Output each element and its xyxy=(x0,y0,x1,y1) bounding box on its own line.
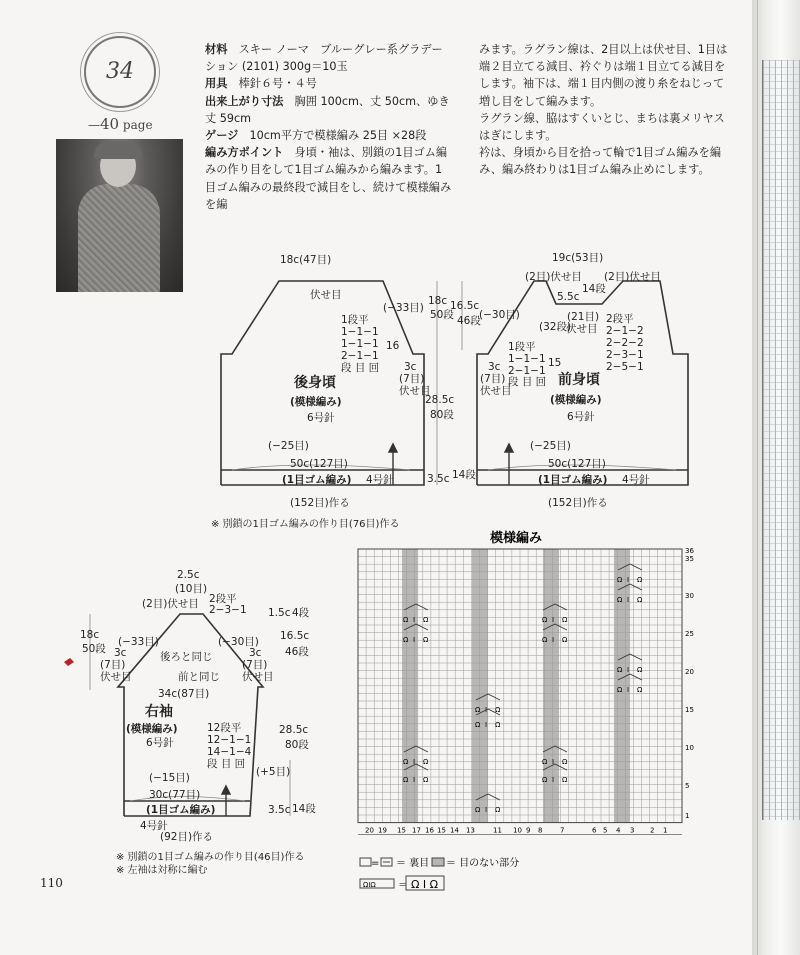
svg-text:12段平: 12段平 xyxy=(207,722,242,734)
chart-row-number: 35 xyxy=(685,555,694,563)
chart-col-number: 8 xyxy=(538,826,543,835)
sleeve-note-2: ※ 左袖は対称に編む xyxy=(116,865,208,876)
chart-row-number: 25 xyxy=(685,630,694,638)
svg-text:12−1−1: 12−1−1 xyxy=(207,734,252,746)
svg-text:6号針: 6号針 xyxy=(307,412,335,424)
svg-text:Ω: Ω xyxy=(403,776,409,784)
svg-text:Ω: Ω xyxy=(542,616,548,624)
svg-text:(7目): (7目) xyxy=(480,373,506,385)
svg-text:15: 15 xyxy=(548,357,562,369)
chart-row-number: 1 xyxy=(685,812,690,820)
sleeve-width: 34c(87目) xyxy=(158,688,210,700)
chart-col-number: 9 xyxy=(526,826,531,835)
svg-text:Ω: Ω xyxy=(617,686,623,694)
svg-text:Ω: Ω xyxy=(637,686,643,694)
svg-text:Ω: Ω xyxy=(495,721,501,729)
page-number: 110 xyxy=(40,876,63,890)
chart-col-number: 4 xyxy=(616,826,621,835)
svg-text:5.5c: 5.5c xyxy=(557,291,580,303)
svg-text:(21目): (21目) xyxy=(567,311,600,323)
svg-text:後ろと同じ: 後ろと同じ xyxy=(160,651,213,663)
front-top-width: 19c(53目) xyxy=(552,252,604,264)
svg-text:3.5c: 3.5c xyxy=(268,804,291,816)
svg-text:2段平: 2段平 xyxy=(209,593,237,605)
svg-text:(2目)伏せ目: (2目)伏せ目 xyxy=(525,271,582,283)
svg-text:Ω: Ω xyxy=(403,758,409,766)
svg-text:Ω: Ω xyxy=(403,636,409,644)
instructions-continued: みます。ラグラン線は、2目以上は伏せ目、1目は端２目立てる減目、衿ぐりは端１目立てる減目をします。袖下は、端１目内側の渡り糸をねじって増し目をして編みます。 ラグラン線、脇はすくいとじ、まちは裏メリヤスはぎにします。 衿は、身頃から目を拾って輪で1目ゴム編みを編み、編み終わりは1目ゴム編み止めにします。 xyxy=(479,43,728,177)
svg-text:Ω: Ω xyxy=(562,758,568,766)
chart-col-number: 13 xyxy=(466,826,475,835)
svg-text:(152目)作る: (152目)作る xyxy=(290,497,350,509)
chart-col-number: 17 xyxy=(412,826,421,835)
chart-col-number: 11 xyxy=(493,826,502,835)
svg-text:I: I xyxy=(627,596,630,604)
svg-text:3c: 3c xyxy=(488,361,501,373)
svg-text:80段: 80段 xyxy=(430,409,454,421)
svg-text:1−1−1: 1−1−1 xyxy=(508,353,546,365)
svg-text:16: 16 xyxy=(386,340,400,352)
chart-col-number: 7 xyxy=(560,826,565,835)
svg-text:Ω: Ω xyxy=(542,758,548,766)
chart-title: 模様編み xyxy=(490,531,543,546)
svg-text:28.5c: 28.5c xyxy=(425,394,455,406)
svg-text:(10目): (10目) xyxy=(175,583,208,595)
svg-text:4号針: 4号針 xyxy=(140,820,168,832)
svg-text:Ω: Ω xyxy=(423,636,429,644)
svg-text:前と同じ: 前と同じ xyxy=(178,671,220,683)
chart-col-number: 3 xyxy=(630,826,635,835)
svg-text:＝: ＝ xyxy=(398,880,408,891)
svg-text:Ω: Ω xyxy=(542,636,548,644)
svg-text:2−3−1: 2−3−1 xyxy=(209,604,247,616)
svg-text:(−30目): (−30目) xyxy=(479,309,520,321)
svg-text:50段: 50段 xyxy=(430,309,454,321)
svg-text:2−1−1: 2−1−1 xyxy=(508,365,546,377)
svg-text:18c: 18c xyxy=(428,295,448,307)
svg-text:(2目)伏せ目: (2目)伏せ目 xyxy=(604,271,661,283)
svg-text:I: I xyxy=(552,776,555,784)
svg-text:14段: 14段 xyxy=(292,803,316,815)
chart-row-number: 20 xyxy=(685,668,694,676)
svg-text:(−15目): (−15目) xyxy=(149,772,190,784)
svg-text:3c: 3c xyxy=(404,361,417,373)
chart-col-number: 20 xyxy=(365,826,374,835)
svg-text:I: I xyxy=(627,576,630,584)
sleeve-title: 右袖 xyxy=(145,704,173,720)
design-number: 34 xyxy=(106,59,134,84)
svg-text:(32段): (32段) xyxy=(539,321,572,333)
svg-text:I: I xyxy=(413,776,416,784)
svg-text:Ω: Ω xyxy=(475,721,481,729)
svg-text:14段: 14段 xyxy=(452,469,476,481)
svg-text:(模様編み): (模様編み) xyxy=(126,723,178,735)
chart-col-number: 6 xyxy=(592,826,597,835)
svg-text:I: I xyxy=(552,616,555,624)
svg-text:Ω: Ω xyxy=(475,706,481,714)
chart-col-number: 14 xyxy=(450,826,459,835)
svg-text:Ω: Ω xyxy=(617,596,623,604)
svg-text:Ω: Ω xyxy=(403,616,409,624)
svg-text:I: I xyxy=(485,806,488,814)
chart-col-number: 10 xyxy=(513,826,522,835)
svg-text:2−1−1: 2−1−1 xyxy=(341,350,379,362)
svg-text:(152目)作る: (152目)作る xyxy=(548,497,608,509)
svg-text:14−1−4: 14−1−4 xyxy=(207,746,252,758)
svg-text:伏せ目: 伏せ目 xyxy=(399,385,431,397)
svg-text:50c(127目): 50c(127目) xyxy=(548,458,606,470)
svg-text:Ω: Ω xyxy=(423,776,429,784)
back-note: ※ 別鎖の1目ゴム編みの作り目(76目)作る xyxy=(211,519,400,530)
svg-text:I: I xyxy=(413,758,416,766)
svg-text:Ω: Ω xyxy=(423,616,429,624)
svg-text:Ω: Ω xyxy=(562,616,568,624)
chart-row-number: 36 xyxy=(685,547,694,555)
svg-text:Ω: Ω xyxy=(495,806,501,814)
chart-col-number: 19 xyxy=(378,826,387,835)
svg-text:(7目): (7目) xyxy=(242,659,268,671)
svg-text:(1目ゴム編み): (1目ゴム編み) xyxy=(282,474,352,486)
svg-text:(模様編み): (模様編み) xyxy=(290,396,342,408)
pattern-chart xyxy=(358,547,694,835)
svg-text:3c: 3c xyxy=(114,647,127,659)
chart-col-number: 2 xyxy=(650,826,655,835)
svg-text:Ω I Ω: Ω I Ω xyxy=(411,878,439,891)
chart-col-number: 5 xyxy=(603,826,608,835)
svg-text:伏せ目: 伏せ目 xyxy=(566,323,598,335)
back-top-width: 18c(47目) xyxy=(280,254,332,266)
svg-text:6号針: 6号針 xyxy=(146,737,174,749)
svg-text:Ω: Ω xyxy=(495,706,501,714)
svg-text:(92目)作る: (92目)作る xyxy=(160,831,214,843)
svg-text:14段: 14段 xyxy=(582,283,606,295)
svg-text:30c(77目): 30c(77目) xyxy=(149,789,201,801)
svg-text:46段: 46段 xyxy=(285,646,309,658)
svg-text:(−33目): (−33目) xyxy=(118,636,159,648)
sleeve-note-1: ※ 別鎖の1目ゴム編みの作り目(46目)作る xyxy=(116,852,305,863)
sleeve-top: 2.5c xyxy=(177,569,200,581)
svg-text:段 目 回: 段 目 回 xyxy=(207,758,246,770)
svg-text:伏せ目: 伏せ目 xyxy=(100,671,132,683)
svg-text:(1目ゴム編み): (1目ゴム編み) xyxy=(538,474,608,486)
svg-text:1−1−1: 1−1−1 xyxy=(341,326,379,338)
svg-text:(模様編み): (模様編み) xyxy=(550,394,602,406)
svg-text:=: = xyxy=(371,858,380,869)
svg-text:段 目 回: 段 目 回 xyxy=(508,376,547,388)
svg-text:(7目): (7目) xyxy=(100,659,126,671)
svg-text:I: I xyxy=(552,758,555,766)
svg-text:＝ 裏目: ＝ 裏目 xyxy=(396,858,430,869)
svg-text:16.5c: 16.5c xyxy=(450,300,480,312)
svg-text:6号針: 6号針 xyxy=(567,411,595,423)
svg-text:2−2−2: 2−2−2 xyxy=(606,337,644,349)
svg-text:1段平: 1段平 xyxy=(341,314,369,326)
svg-text:伏せ目: 伏せ目 xyxy=(480,385,512,397)
svg-text:2−1−2: 2−1−2 xyxy=(606,325,644,337)
svg-text:伏せ目: 伏せ目 xyxy=(310,289,342,301)
svg-text:Ω: Ω xyxy=(542,776,548,784)
svg-text:(−33目): (−33目) xyxy=(383,302,424,314)
svg-text:50c(127目): 50c(127目) xyxy=(290,458,348,470)
svg-text:18c: 18c xyxy=(80,629,100,641)
chart-col-number: 1 xyxy=(663,826,668,835)
svg-text:Ω: Ω xyxy=(637,666,643,674)
svg-text:Ω: Ω xyxy=(562,636,568,644)
chart-col-number: 15 xyxy=(397,826,406,835)
svg-text:4段: 4段 xyxy=(292,607,310,619)
svg-text:ΩΙΩ: ΩΙΩ xyxy=(363,881,376,889)
svg-text:3c: 3c xyxy=(249,647,262,659)
page-reference: —40 page xyxy=(88,115,153,133)
svg-text:I: I xyxy=(413,636,416,644)
specifications: 材料 スキー ノーマ ブルーグレー系グラデーション (2101) 300g＝10玉 用具 棒針６号・４号 出来上がり寸法 胸囲 100cm、丈 50cm、ゆき丈 59cm ゲージ 10cm平方で模様編み 25目 ×28段 編み方ポイント 身頃・袖は、別鎖の1目ゴム編みの作り目をして1目ゴム編みから編みます。1目ゴム編みの最終段で減目をし、続けて模様編みを編 xyxy=(205,43,452,211)
chart-col-number: 16 xyxy=(425,826,434,835)
svg-text:I: I xyxy=(627,666,630,674)
svg-text:I: I xyxy=(485,721,488,729)
chart-row-number: 15 xyxy=(685,706,694,714)
svg-text:50段: 50段 xyxy=(82,643,106,655)
svg-text:段 目 回: 段 目 回 xyxy=(341,362,380,374)
chart-row-number: 5 xyxy=(685,782,690,790)
svg-text:Ω: Ω xyxy=(617,666,623,674)
chart-legend xyxy=(360,856,519,891)
svg-text:1.5c: 1.5c xyxy=(268,607,291,619)
svg-text:I: I xyxy=(627,686,630,694)
svg-text:2−3−1: 2−3−1 xyxy=(606,349,644,361)
red-mark xyxy=(64,658,74,666)
svg-text:I: I xyxy=(413,616,416,624)
svg-text:Ω: Ω xyxy=(475,806,481,814)
svg-text:(2目)伏せ目: (2目)伏せ目 xyxy=(142,598,199,610)
svg-text:(1目ゴム編み): (1目ゴム編み) xyxy=(146,804,216,816)
svg-text:1−1−1: 1−1−1 xyxy=(341,338,379,350)
svg-text:Ω: Ω xyxy=(617,576,623,584)
svg-text:(−30目): (−30目) xyxy=(218,636,259,648)
svg-text:2−5−1: 2−5−1 xyxy=(606,361,644,373)
svg-text:＝ 目のない部分: ＝ 目のない部分 xyxy=(446,858,520,869)
chart-col-number: 15 xyxy=(437,826,446,835)
svg-text:(−25目): (−25目) xyxy=(530,440,571,452)
svg-text:2段平: 2段平 xyxy=(606,313,634,325)
svg-text:80段: 80段 xyxy=(285,739,309,751)
svg-text:28.5c: 28.5c xyxy=(279,724,309,736)
front-title: 前身頃 xyxy=(558,372,600,388)
svg-text:(+5目): (+5目) xyxy=(256,766,291,778)
chart-row-number: 30 xyxy=(685,592,694,600)
svg-text:Ω: Ω xyxy=(562,776,568,784)
svg-text:16.5c: 16.5c xyxy=(280,630,310,642)
svg-text:Ω: Ω xyxy=(637,576,643,584)
svg-text:3.5c: 3.5c xyxy=(427,473,450,485)
svg-text:1段平: 1段平 xyxy=(508,341,536,353)
svg-text:I: I xyxy=(552,636,555,644)
back-title: 後身頃 xyxy=(294,375,336,391)
svg-text:伏せ目: 伏せ目 xyxy=(242,671,274,683)
svg-text:4号針: 4号針 xyxy=(622,474,650,486)
svg-text:(−25目): (−25目) xyxy=(268,440,309,452)
svg-text:(7目): (7目) xyxy=(399,373,425,385)
svg-text:Ω: Ω xyxy=(423,758,429,766)
svg-text:I: I xyxy=(485,706,488,714)
svg-text:Ω: Ω xyxy=(637,596,643,604)
svg-text:4号針: 4号針 xyxy=(366,474,394,486)
chart-row-number: 10 xyxy=(685,744,694,752)
svg-text:46段: 46段 xyxy=(457,315,481,327)
